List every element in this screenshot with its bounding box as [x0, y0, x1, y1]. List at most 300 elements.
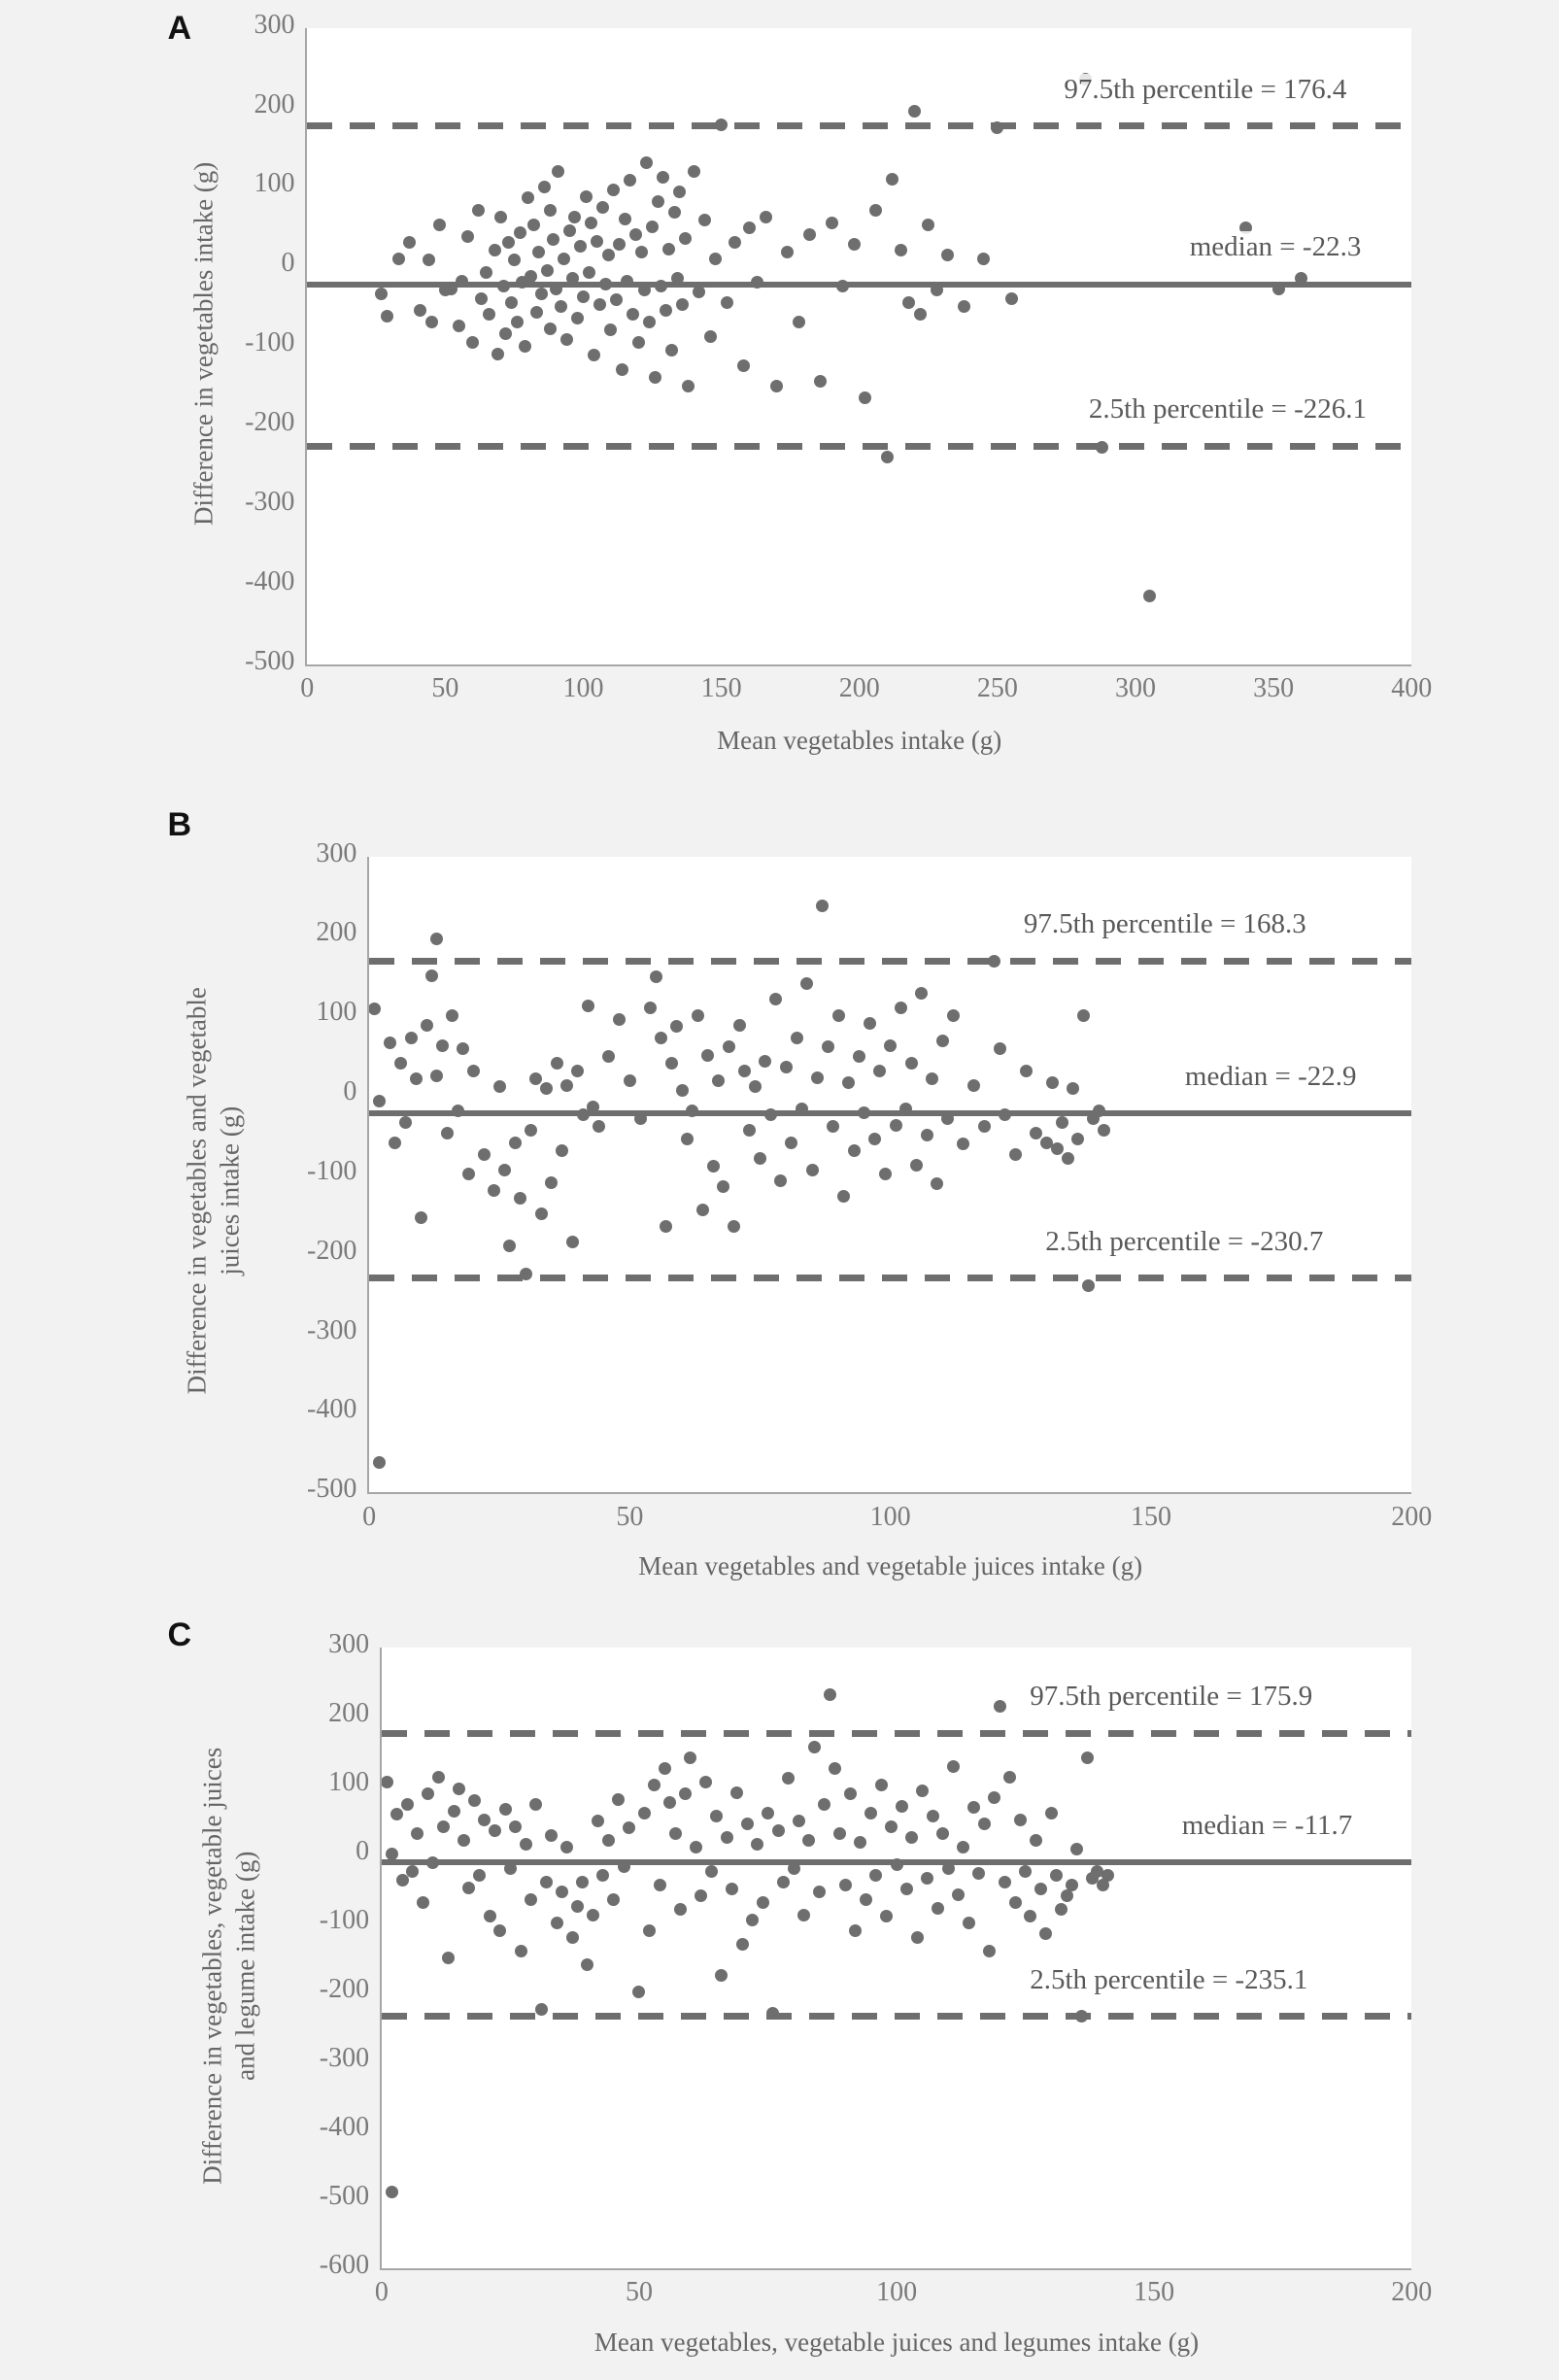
scatter-point: [468, 1794, 481, 1807]
scatter-point: [660, 304, 672, 317]
scatter-point: [555, 300, 567, 313]
scatter-point: [729, 236, 741, 249]
scatter-point: [390, 1808, 403, 1820]
x-tick-label: 300: [1115, 673, 1156, 704]
scatter-point: [1062, 1152, 1074, 1165]
scatter-point: [766, 2007, 779, 2020]
scatter-point: [676, 1084, 689, 1097]
scatter-point: [977, 253, 990, 265]
scatter-point: [797, 1909, 810, 1921]
scatter-point: [988, 955, 1000, 968]
scatter-point: [885, 1820, 898, 1833]
scatter-point: [994, 1042, 1006, 1055]
scatter-point: [816, 900, 829, 912]
x-tick-label: 0: [362, 1501, 377, 1532]
scatter-point: [891, 1858, 903, 1871]
scatter-point: [911, 1931, 924, 1944]
scatter-point: [509, 1820, 522, 1833]
scatter-point: [785, 1137, 797, 1149]
scatter-point: [1014, 1814, 1027, 1826]
scatter-point: [806, 1164, 819, 1176]
scatter-point: [813, 1886, 826, 1898]
y-axis-line: [305, 28, 307, 664]
scatter-point: [994, 1700, 1006, 1713]
scatter-point: [914, 308, 927, 321]
scatter-point: [915, 987, 928, 1000]
scatter-point: [941, 249, 954, 261]
scatter-point: [581, 1958, 593, 1971]
x-tick-label: 150: [1130, 1501, 1171, 1532]
scatter-point: [958, 300, 970, 313]
scatter-point: [860, 1893, 872, 1906]
scatter-point: [704, 330, 717, 343]
scatter-point: [405, 1032, 418, 1044]
scatter-point: [695, 1889, 707, 1902]
x-axis-label: Mean vegetables and vegetable juices intake (g): [638, 1551, 1143, 1581]
scatter-point: [514, 1192, 526, 1205]
scatter-point: [442, 1952, 455, 1964]
scatter-point: [453, 320, 465, 332]
scatter-point: [396, 1874, 409, 1887]
scatter-point: [967, 1079, 980, 1092]
y-tick-label: -100: [319, 1904, 370, 1935]
scatter-point: [873, 1065, 886, 1077]
x-tick-label: 400: [1391, 673, 1433, 704]
reference-line-2-5th-percentile: [307, 443, 1411, 450]
plot-area-a: [307, 28, 1411, 664]
scatter-point: [895, 244, 907, 256]
x-axis-label: Mean vegetables intake (g): [717, 726, 1002, 756]
scatter-point: [384, 1037, 396, 1049]
scatter-point: [936, 1035, 949, 1047]
scatter-point: [927, 1810, 939, 1822]
scatter-point: [1081, 1751, 1094, 1764]
x-tick-label: 150: [700, 673, 742, 704]
scatter-point: [466, 336, 479, 349]
scatter-point: [942, 1862, 955, 1875]
scatter-point: [646, 221, 659, 233]
scatter-point: [566, 1236, 579, 1248]
scatter-point: [535, 1207, 548, 1220]
scatter-point: [643, 316, 656, 328]
scatter-point: [520, 1268, 532, 1280]
scatter-point: [613, 238, 626, 251]
scatter-point: [780, 1061, 793, 1073]
scatter-point: [717, 1180, 729, 1193]
scatter-point: [858, 1106, 870, 1119]
scatter-point: [733, 1019, 746, 1032]
scatter-point: [607, 184, 620, 196]
scatter-point: [530, 306, 543, 319]
scatter-point: [403, 236, 416, 249]
scatter-point: [505, 296, 518, 309]
scatter-point: [422, 1787, 434, 1800]
scatter-point: [921, 1872, 933, 1885]
y-tick-label: 200: [328, 1698, 370, 1728]
scatter-point: [759, 1055, 771, 1068]
scatter-point: [425, 969, 438, 982]
y-tick-label: -500: [307, 1474, 357, 1505]
scatter-point: [652, 195, 664, 208]
scatter-point: [957, 1841, 969, 1853]
y-tick-label: 200: [254, 88, 295, 119]
scatter-point: [1143, 590, 1156, 602]
panel-letter-a: A: [167, 9, 192, 47]
scatter-point: [679, 232, 692, 245]
scatter-point: [1098, 1124, 1110, 1137]
y-tick-label: -100: [245, 327, 295, 358]
scatter-point: [544, 204, 557, 217]
scatter-point: [967, 1801, 980, 1814]
scatter-point: [445, 283, 458, 295]
scatter-point: [585, 217, 597, 229]
x-tick-label: 50: [625, 2277, 653, 2308]
annotation-lower: 2.5th percentile = -226.1: [1086, 393, 1370, 425]
scatter-point: [800, 977, 813, 990]
scatter-point: [811, 1071, 824, 1084]
scatter-point: [425, 316, 438, 328]
scatter-point: [673, 186, 686, 198]
scatter-point: [638, 1807, 651, 1819]
scatter-point: [602, 249, 615, 261]
scatter-point: [826, 217, 838, 229]
scatter-point: [551, 1057, 563, 1070]
scatter-point: [693, 286, 705, 298]
scatter-point: [803, 228, 816, 241]
x-tick-label: 350: [1253, 673, 1295, 704]
x-tick-label: 0: [374, 2277, 389, 2308]
y-axis-line: [380, 1648, 382, 2268]
scatter-point: [1096, 441, 1108, 454]
scatter-point: [999, 1108, 1011, 1121]
scatter-point: [999, 1876, 1011, 1888]
scatter-point: [679, 1787, 692, 1800]
scatter-point: [462, 1168, 475, 1180]
scatter-point: [473, 1869, 486, 1882]
scatter-point: [1020, 1065, 1033, 1077]
scatter-point: [668, 206, 681, 219]
scatter-point: [777, 1876, 790, 1888]
scatter-point: [781, 246, 794, 258]
y-axis-label-line: juices intake (g): [215, 1105, 245, 1275]
scatter-point: [710, 1810, 723, 1822]
scatter-point: [489, 244, 501, 256]
scatter-point: [764, 1108, 777, 1121]
scatter-point: [726, 1883, 738, 1895]
scatter-point: [514, 226, 526, 239]
scatter-point: [437, 1820, 450, 1833]
scatter-point: [430, 933, 443, 945]
scatter-point: [399, 1116, 412, 1129]
scatter-point: [737, 359, 750, 372]
scatter-point: [484, 1910, 496, 1922]
annotation-median: median = -22.9: [1182, 1061, 1360, 1093]
scatter-point: [560, 333, 573, 346]
y-tick-label: -200: [245, 406, 295, 437]
scatter-point: [493, 1080, 506, 1093]
scatter-point: [540, 1082, 553, 1095]
scatter-point: [576, 1876, 589, 1888]
scatter-point: [462, 1882, 475, 1894]
scatter-point: [509, 1137, 522, 1149]
scatter-point: [832, 1009, 845, 1022]
scatter-point: [519, 340, 531, 353]
scatter-point: [762, 1807, 774, 1819]
scatter-point: [525, 270, 537, 283]
scatter-point: [648, 1779, 661, 1791]
scatter-point: [599, 278, 612, 290]
scatter-point: [1075, 2010, 1088, 2023]
scatter-point: [499, 327, 512, 340]
scatter-point: [692, 1009, 704, 1022]
scatter-point: [587, 1909, 599, 1921]
annotation-median: median = -11.7: [1179, 1810, 1356, 1842]
x-axis-line: [380, 2268, 1411, 2270]
scatter-point: [607, 1893, 620, 1906]
scatter-point: [932, 1902, 944, 1915]
scatter-point: [547, 233, 559, 246]
scatter-point: [643, 1924, 656, 1937]
reference-line-median: [369, 1110, 1411, 1116]
x-tick-label: 50: [616, 1501, 644, 1532]
scatter-point: [684, 1751, 696, 1764]
scatter-point: [582, 1000, 594, 1012]
plot-area-b: [369, 857, 1411, 1493]
x-tick-label: 100: [562, 673, 604, 704]
scatter-point: [627, 308, 639, 321]
scatter-point: [741, 1818, 754, 1830]
scatter-point: [619, 213, 631, 225]
scatter-point: [836, 280, 849, 292]
scatter-point: [963, 1917, 975, 1929]
panel-letter-c: C: [167, 1616, 192, 1654]
scatter-point: [433, 219, 446, 231]
y-axis-label-line: and legume intake (g): [230, 1851, 260, 2082]
scatter-point: [757, 1896, 769, 1909]
scatter-point: [793, 1815, 805, 1827]
scatter-point: [709, 253, 722, 265]
y-tick-label: -200: [319, 1973, 370, 2004]
reference-line-2-5th-percentile: [382, 2013, 1411, 2020]
scatter-point: [480, 266, 492, 279]
scatter-point: [814, 375, 827, 388]
scatter-point: [373, 1095, 386, 1107]
scatter-point: [616, 363, 628, 376]
scatter-point: [736, 1938, 749, 1951]
scatter-point: [868, 1133, 881, 1145]
scatter-point: [436, 1039, 449, 1052]
scatter-point: [1024, 1910, 1036, 1922]
scatter-point: [774, 1174, 787, 1187]
scatter-point: [621, 275, 633, 288]
scatter-point: [596, 201, 609, 214]
scatter-point: [406, 1865, 419, 1878]
scatter-point: [844, 1787, 857, 1800]
scatter-point: [591, 235, 603, 248]
scatter-point: [921, 1129, 933, 1141]
scatter-point: [791, 1032, 803, 1044]
y-tick-label: -200: [307, 1235, 357, 1266]
y-tick-label: -500: [245, 645, 295, 676]
scatter-point: [880, 1910, 893, 1922]
scatter-point: [545, 1176, 558, 1189]
scatter-point: [545, 1829, 558, 1842]
x-tick-label: 150: [1134, 2277, 1175, 2308]
x-axis-line: [367, 1492, 1411, 1494]
scatter-point: [655, 280, 667, 292]
x-axis-line: [305, 664, 1411, 666]
scatter-point: [1050, 1869, 1063, 1882]
x-tick-label: 100: [876, 2277, 918, 2308]
scatter-point: [386, 2186, 398, 2198]
scatter-point: [508, 254, 521, 266]
scatter-point: [698, 214, 711, 226]
scatter-point: [453, 1783, 465, 1795]
scatter-point: [515, 1945, 527, 1957]
scatter-point: [571, 1065, 584, 1077]
scatter-point: [859, 391, 871, 404]
scatter-point: [511, 316, 524, 328]
scatter-point: [690, 1841, 702, 1853]
scatter-point: [1009, 1148, 1022, 1161]
scatter-point: [682, 380, 695, 392]
scatter-point: [699, 1776, 712, 1788]
scatter-point: [373, 1456, 386, 1469]
scatter-point: [446, 1009, 458, 1022]
scatter-point: [541, 264, 554, 277]
scatter-point: [580, 190, 593, 203]
scatter-point: [910, 1159, 923, 1172]
scatter-point: [657, 171, 669, 184]
scatter-point: [884, 1039, 897, 1052]
scatter-point: [743, 221, 756, 234]
y-tick-label: -300: [319, 2042, 370, 2073]
scatter-point: [1003, 1771, 1016, 1784]
scatter-point: [978, 1120, 991, 1133]
scatter-point: [525, 1124, 537, 1137]
y-tick-label: -300: [245, 486, 295, 517]
scatter-point: [908, 105, 921, 118]
scatter-point: [624, 174, 636, 187]
scatter-point: [916, 1785, 929, 1797]
scatter-point: [560, 1079, 573, 1092]
scatter-point: [618, 1860, 630, 1873]
scatter-point: [1066, 1879, 1078, 1891]
scatter-point: [879, 1168, 892, 1180]
scatter-point: [721, 1831, 733, 1844]
scatter-point: [478, 1814, 491, 1826]
reference-line-97-5th-percentile: [307, 122, 1411, 129]
scatter-point: [770, 380, 783, 392]
scatter-point: [634, 1112, 647, 1125]
scatter-point: [978, 1818, 991, 1830]
x-tick-label: 200: [1391, 1501, 1433, 1532]
scatter-point: [663, 1796, 676, 1809]
scatter-point: [864, 1807, 877, 1819]
scatter-point: [640, 156, 653, 169]
scatter-point: [1071, 1133, 1084, 1145]
scatter-point: [1051, 1142, 1064, 1155]
y-tick-label: 300: [316, 837, 357, 868]
scatter-point: [991, 121, 1003, 134]
scatter-point: [632, 336, 645, 349]
scatter-point: [654, 1879, 666, 1891]
scatter-point: [728, 1220, 740, 1233]
scatter-point: [596, 1869, 609, 1882]
scatter-point: [650, 970, 662, 983]
scatter-point: [1019, 1865, 1032, 1878]
scatter-point: [822, 1040, 834, 1053]
x-tick-label: 100: [869, 1501, 911, 1532]
scatter-point: [738, 1065, 751, 1077]
scatter-point: [375, 288, 388, 300]
y-tick-label: -400: [245, 565, 295, 596]
scatter-point: [896, 1800, 908, 1813]
scatter-point: [441, 1127, 454, 1139]
scatter-point: [503, 1240, 516, 1252]
scatter-point: [489, 1824, 501, 1837]
scatter-point: [1101, 1869, 1114, 1882]
scatter-point: [848, 238, 861, 251]
scatter-point: [414, 304, 426, 317]
scatter-point: [749, 1080, 762, 1093]
y-tick-label: 0: [356, 1835, 370, 1866]
scatter-point: [671, 272, 684, 285]
scatter-point: [869, 1869, 882, 1882]
scatter-point: [560, 1841, 573, 1853]
scatter-point: [613, 1013, 626, 1026]
scatter-point: [864, 1017, 876, 1030]
scatter-point: [1045, 1807, 1058, 1819]
scatter-point: [426, 1856, 439, 1869]
scatter-point: [556, 1886, 568, 1898]
scatter-point: [1056, 1116, 1068, 1129]
scatter-point: [782, 1772, 795, 1785]
scatter-point: [707, 1160, 720, 1173]
annotation-lower: 2.5th percentile = -230.7: [1042, 1226, 1326, 1258]
scatter-point: [670, 1020, 683, 1033]
y-tick-label: -400: [307, 1394, 357, 1425]
scatter-point: [472, 204, 485, 217]
scatter-point: [743, 1124, 756, 1137]
scatter-point: [475, 292, 488, 305]
scatter-point: [593, 1120, 605, 1133]
scatter-point: [458, 1834, 470, 1847]
y-tick-label: 0: [281, 248, 295, 279]
scatter-point: [681, 1133, 694, 1145]
scatter-point: [499, 1803, 512, 1816]
scatter-point: [522, 191, 534, 204]
scatter-point: [551, 1917, 563, 1929]
scatter-point: [983, 1945, 996, 1957]
scatter-point: [456, 275, 468, 288]
scatter-point: [540, 1876, 553, 1888]
scatter-point: [497, 280, 510, 292]
scatter-point: [890, 1119, 902, 1132]
scatter-point: [527, 219, 540, 231]
x-tick-label: 200: [838, 673, 880, 704]
scatter-point: [623, 1821, 635, 1834]
scatter-point: [839, 1879, 852, 1891]
scatter-point: [833, 1827, 846, 1840]
plot-area-c: [382, 1648, 1411, 2268]
scatter-point: [922, 219, 934, 231]
scatter-point: [715, 1969, 728, 1982]
scatter-point: [712, 1074, 725, 1087]
scatter-point: [869, 204, 882, 217]
scatter-point: [635, 246, 648, 258]
scatter-point: [529, 1072, 542, 1085]
